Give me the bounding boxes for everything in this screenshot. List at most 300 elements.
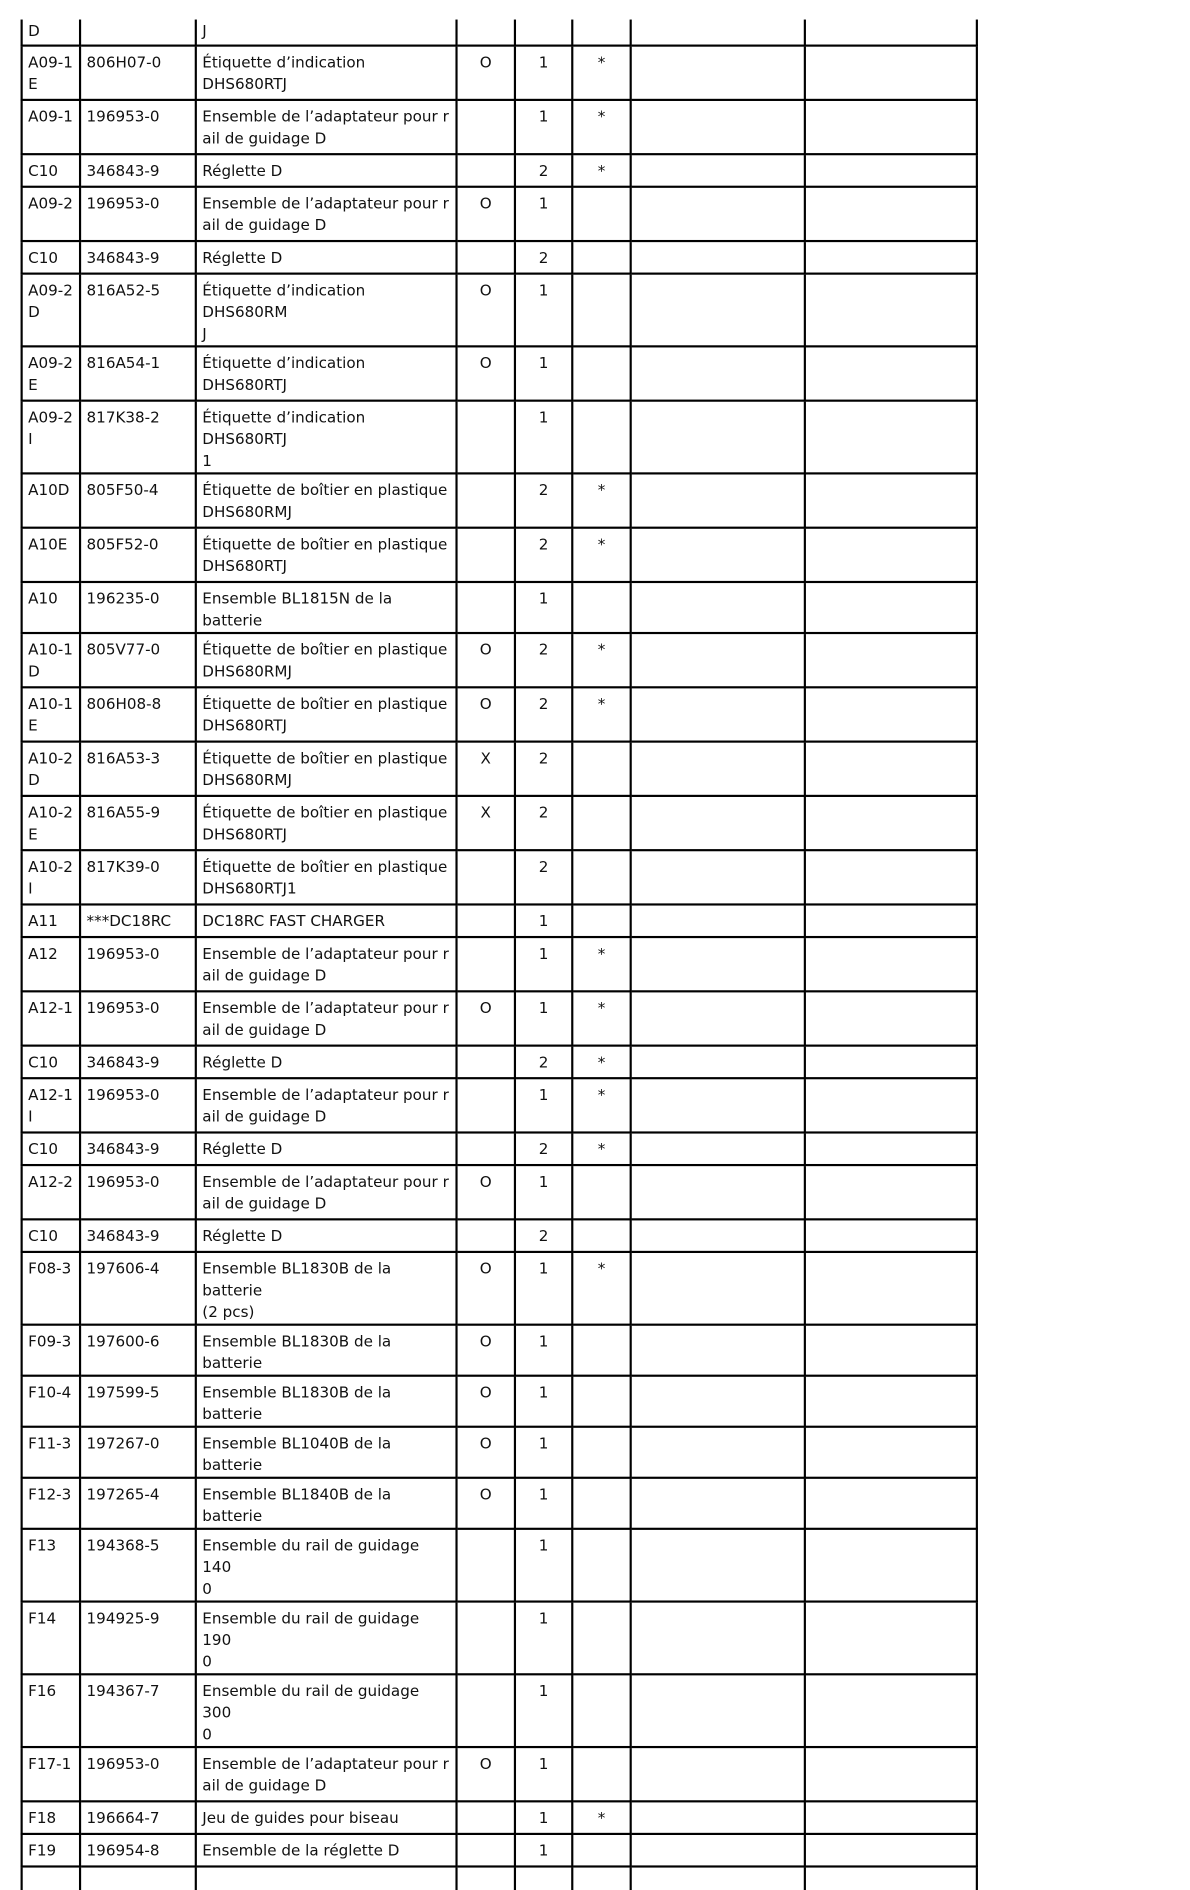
cell-ref: A09-1 E [22,46,80,100]
table-row [22,46,977,100]
cell-part-number: 196953-0 [80,1747,196,1801]
cell-extra-2 [805,1165,977,1219]
cell-quantity: 2 [515,1132,572,1165]
cell-ref: C10 [22,1219,80,1252]
cell-extra-2 [805,241,977,274]
cell-extra-2 [805,1674,977,1747]
cell-quantity: 2 [515,528,572,582]
cell-extra-1 [631,274,805,347]
cell-extra-1 [631,1252,805,1325]
table-row [22,274,977,347]
cell-extra-2 [805,100,977,154]
table-row [22,796,977,850]
cell-mark: * [572,100,630,154]
cell-extra-2 [805,1219,977,1252]
cell-extra-1 [631,20,805,46]
cell-option: O [457,687,515,741]
cell-mark: * [572,633,630,687]
cell-extra-1 [631,1325,805,1376]
cell-extra-2 [805,1427,977,1478]
cell-description: Étiquette de boîtier en plastique DHS680RTJ [196,796,457,850]
cell-extra-1 [631,1376,805,1427]
cell-description: Ensemble de l’adaptateur pour r ail de guidage D [196,937,457,991]
cell-extra-2 [805,1478,977,1529]
cell-mark: * [572,937,630,991]
cell-description: Étiquette d’indication DHS680RM J [196,274,457,347]
cell-extra-1 [631,46,805,100]
cell-mark [572,20,630,46]
cell-ref: F19 [22,1834,80,1867]
cell-option [457,1046,515,1079]
cell-extra-2 [805,1602,977,1675]
cell-mark [572,1376,630,1427]
cell-mark: * [572,1132,630,1165]
cell-description: Ensemble BL1830B de la batterie [196,1325,457,1376]
cell-description: Étiquette d’indication DHS680RTJ [196,346,457,400]
cell-description: Étiquette de boîtier en plastique DHS680RMJ [196,473,457,527]
cell-description: Ensemble de l’adaptateur pour r ail de guidage D [196,991,457,1045]
cell-extra-1 [631,1132,805,1165]
cell-extra-2 [805,1046,977,1079]
cell-extra-2 [805,1747,977,1801]
cell-extra-1 [631,1219,805,1252]
cell-extra-1 [631,1046,805,1079]
cell-ref: A12-1 I [22,1078,80,1132]
cell-quantity: 1 [515,1529,572,1602]
table-row [22,1478,977,1529]
cell-extra-2 [805,346,977,400]
cell-part-number: 196235-0 [80,582,196,633]
cell-part-number: 197599-5 [80,1376,196,1427]
cell-option [457,473,515,527]
cell-description: Étiquette de boîtier en plastique DHS680RMJ [196,633,457,687]
cell-part-number: 194368-5 [80,1529,196,1602]
cell-option: O [457,1252,515,1325]
cell-quantity: 2 [515,1046,572,1079]
cell-ref: A10-2 I [22,850,80,904]
cell-option [457,1529,515,1602]
table-row [22,346,977,400]
cell-extra-2 [805,687,977,741]
cell-quantity: 1 [515,582,572,633]
cell-mark [572,187,630,241]
cell-extra-1 [631,742,805,796]
cell-part-number: 196953-0 [80,100,196,154]
cell-ref: A10-2 D [22,742,80,796]
cell-extra-1 [631,473,805,527]
cell-description: Ensemble du rail de guidage 140 0 [196,1529,457,1602]
cell-mark [572,241,630,274]
cell-extra-1 [631,401,805,474]
cell-extra-2 [805,46,977,100]
cell-extra-1 [631,687,805,741]
cell-quantity: 2 [515,473,572,527]
table-row [22,1165,977,1219]
cell-option: O [457,1747,515,1801]
table-row [22,1747,977,1801]
cell-extra-2 [805,633,977,687]
cell-extra-2 [805,1834,977,1867]
cell-ref: F11-3 [22,1427,80,1478]
cell-option: O [457,1478,515,1529]
cell-option [457,401,515,474]
cell-mark [572,850,630,904]
cell-description: J [196,20,457,46]
cell-quantity: 2 [515,796,572,850]
cell-ref: F12-3 [22,1478,80,1529]
cell-ref: F17-1 [22,1747,80,1801]
cell-extra-1 [631,1747,805,1801]
cell-ref: A09-2 E [22,346,80,400]
cell-option [457,1219,515,1252]
cell-quantity [515,1866,572,1890]
cell-quantity: 1 [515,937,572,991]
cell-part-number: 194367-7 [80,1674,196,1747]
cell-option: O [457,346,515,400]
cell-part-number: 196953-0 [80,991,196,1045]
cell-extra-2 [805,528,977,582]
cell-option [457,241,515,274]
cell-mark: * [572,991,630,1045]
cell-part-number: 197600-6 [80,1325,196,1376]
cell-extra-2 [805,991,977,1045]
cell-extra-1 [631,937,805,991]
cell-part-number: 196953-0 [80,1078,196,1132]
cell-description: Ensemble de l’adaptateur pour r ail de guidage D [196,1165,457,1219]
table-row [22,1325,977,1376]
cell-option [457,850,515,904]
cell-quantity: 1 [515,1078,572,1132]
cell-extra-2 [805,937,977,991]
cell-description: Ensemble de l’adaptateur pour r ail de guidage D [196,100,457,154]
cell-extra-1 [631,1674,805,1747]
cell-description: Ensemble BL1830B de la batterie [196,1376,457,1427]
cell-extra-1 [631,346,805,400]
table-row [22,1834,977,1867]
table-row [22,20,977,46]
cell-option: O [457,1427,515,1478]
cell-mark [572,1219,630,1252]
cell-quantity: 1 [515,1834,572,1867]
cell-ref: C10 [22,241,80,274]
cell-part-number: 806H07-0 [80,46,196,100]
cell-mark [572,1478,630,1529]
cell-description: Étiquette d’indication DHS680RTJ [196,46,457,100]
cell-description: Ensemble de l’adaptateur pour r ail de guidage D [196,1747,457,1801]
table-row [22,1376,977,1427]
cell-mark [572,1834,630,1867]
cell-extra-2 [805,904,977,937]
cell-ref: C10 [22,1132,80,1165]
cell-quantity: 1 [515,904,572,937]
cell-extra-2 [805,1801,977,1834]
table-row [22,1046,977,1079]
cell-description: Étiquette d’indication DHS680RTJ 1 [196,401,457,474]
cell-ref: A09-1 [22,100,80,154]
table-row [22,154,977,187]
cell-part-number [80,20,196,46]
cell-mark: * [572,1046,630,1079]
cell-option [457,528,515,582]
table-row [22,1529,977,1602]
cell-extra-1 [631,991,805,1045]
cell-quantity: 2 [515,1219,572,1252]
cell-mark: * [572,154,630,187]
table-row [22,241,977,274]
cell-option [457,154,515,187]
cell-extra-2 [805,1529,977,1602]
table-row [22,1078,977,1132]
table-row [22,100,977,154]
cell-part-number: 196664-7 [80,1801,196,1834]
cell-description: Ensemble du rail de guidage 190 0 [196,1602,457,1675]
cell-mark [572,274,630,347]
cell-option [457,1132,515,1165]
cell-quantity: 1 [515,1427,572,1478]
cell-mark [572,904,630,937]
cell-description: Ensemble BL1815N de la batterie [196,582,457,633]
cell-description: Réglette D [196,1132,457,1165]
cell-description: Ensemble BL1040B de la batterie [196,1427,457,1478]
cell-extra-2 [805,1866,977,1890]
cell-option [457,582,515,633]
cell-description: Réglette D [196,1219,457,1252]
cell-quantity: 1 [515,1801,572,1834]
cell-description: Réglette D [196,241,457,274]
cell-extra-2 [805,850,977,904]
cell-extra-2 [805,1132,977,1165]
cell-quantity: 1 [515,1252,572,1325]
cell-extra-1 [631,1165,805,1219]
cell-ref: A10E [22,528,80,582]
cell-quantity: 1 [515,1674,572,1747]
cell-description: Ensemble de l’adaptateur pour r ail de guidage D [196,187,457,241]
cell-mark: * [572,1252,630,1325]
cell-quantity: 1 [515,187,572,241]
cell-ref: C10 [22,1046,80,1079]
cell-option: X [457,742,515,796]
cell-part-number: 816A52-5 [80,274,196,347]
table-row [22,1602,977,1675]
cell-extra-1 [631,633,805,687]
cell-quantity: 1 [515,100,572,154]
cell-quantity: 1 [515,46,572,100]
cell-ref: F16 [22,1674,80,1747]
cell-mark [572,582,630,633]
cell-mark [572,796,630,850]
cell-part-number: 196953-0 [80,187,196,241]
cell-mark: * [572,1801,630,1834]
cell-extra-2 [805,1252,977,1325]
cell-extra-2 [805,796,977,850]
cell-extra-1 [631,187,805,241]
cell-quantity: 2 [515,687,572,741]
cell-option: O [457,633,515,687]
cell-ref: A10-1 E [22,687,80,741]
cell-quantity: 2 [515,850,572,904]
cell-ref: A09-2 D [22,274,80,347]
cell-ref: F14 [22,1602,80,1675]
cell-part-number: 817K38-2 [80,401,196,474]
cell-mark [572,1866,630,1890]
cell-description: Étiquette de boîtier en plastique DHS680RTJ [196,528,457,582]
cell-description: Étiquette de boîtier en plastique DHS680RMJ [196,742,457,796]
cell-extra-2 [805,154,977,187]
cell-ref: F18 [22,1801,80,1834]
cell-quantity: 1 [515,1747,572,1801]
cell-mark: * [572,46,630,100]
cell-extra-1 [631,1866,805,1890]
cell-description: Réglette D [196,1046,457,1079]
cell-ref: A10-1 D [22,633,80,687]
cell-extra-2 [805,742,977,796]
cell-part-number: ***DC18RC [80,904,196,937]
cell-extra-1 [631,850,805,904]
cell-ref: A10D [22,473,80,527]
cell-description: Ensemble BL1830B de la batterie (2 pcs) [196,1252,457,1325]
cell-extra-1 [631,1602,805,1675]
cell-option [457,100,515,154]
table-row [22,473,977,527]
cell-extra-2 [805,20,977,46]
cell-option: O [457,1165,515,1219]
cell-part-number: 816A55-9 [80,796,196,850]
table-row [22,1252,977,1325]
table-row [22,582,977,633]
cell-extra-1 [631,528,805,582]
cell-quantity: 2 [515,241,572,274]
cell-part-number: 816A54-1 [80,346,196,400]
cell-extra-1 [631,1478,805,1529]
cell-part-number: 194925-9 [80,1602,196,1675]
table-row [22,1219,977,1252]
cell-option [457,1834,515,1867]
cell-extra-1 [631,1801,805,1834]
cell-extra-2 [805,187,977,241]
table-row [22,687,977,741]
cell-ref: F08-3 [22,1252,80,1325]
cell-description: Ensemble du rail de guidage 300 0 [196,1674,457,1747]
cell-description: Réglette D [196,154,457,187]
cell-part-number: 346843-9 [80,1046,196,1079]
cell-mark [572,1674,630,1747]
cell-extra-1 [631,1529,805,1602]
cell-quantity: 1 [515,1602,572,1675]
cell-option [457,1801,515,1834]
cell-option [457,904,515,937]
table-row [22,991,977,1045]
cell-ref: D [22,20,80,46]
cell-description: DC18RC FAST CHARGER [196,904,457,937]
cell-quantity: 1 [515,991,572,1045]
cell-description: Ensemble de la réglette D [196,1834,457,1867]
cell-mark: * [572,1078,630,1132]
table-row [22,401,977,474]
cell-description: Ensemble BL1840B de la batterie [196,1478,457,1529]
cell-option [457,1866,515,1890]
cell-ref: F10-4 [22,1376,80,1427]
cell-mark [572,346,630,400]
cell-ref: A12 [22,937,80,991]
cell-extra-2 [805,473,977,527]
cell-option [457,20,515,46]
table-row [22,528,977,582]
cell-option [457,1078,515,1132]
cell-mark [572,1427,630,1478]
cell-mark [572,1325,630,1376]
cell-quantity: 1 [515,346,572,400]
cell-part-number: 196954-8 [80,1834,196,1867]
cell-option: O [457,274,515,347]
cell-part-number: 346843-9 [80,1219,196,1252]
cell-extra-1 [631,154,805,187]
cell-part-number: 805F52-0 [80,528,196,582]
cell-option [457,1674,515,1747]
cell-part-number: 196953-0 [80,1165,196,1219]
cell-part-number: 346843-9 [80,241,196,274]
cell-quantity: 1 [515,1376,572,1427]
cell-part-number: 806H08-8 [80,687,196,741]
cell-extra-1 [631,1078,805,1132]
cell-extra-1 [631,241,805,274]
cell-quantity: 2 [515,633,572,687]
cell-extra-2 [805,1325,977,1376]
cell-quantity: 1 [515,1325,572,1376]
cell-mark: * [572,528,630,582]
cell-extra-1 [631,796,805,850]
table-row [22,1132,977,1165]
cell-part-number: 346843-9 [80,154,196,187]
cell-mark [572,742,630,796]
cell-part-number: 346843-9 [80,1132,196,1165]
cell-quantity: 1 [515,274,572,347]
table-row [22,904,977,937]
cell-ref: A12-2 [22,1165,80,1219]
cell-ref: A11 [22,904,80,937]
cell-mark [572,1747,630,1801]
cell-description: Étiquette de boîtier en plastique DHS680RTJ [196,687,457,741]
cell-ref: A12-1 [22,991,80,1045]
cell-ref: A09-2 I [22,401,80,474]
table-row [22,850,977,904]
cell-option: O [457,991,515,1045]
cell-option: O [457,187,515,241]
cell-part-number: 197265-4 [80,1478,196,1529]
cell-quantity: 2 [515,742,572,796]
cell-mark: * [572,687,630,741]
cell-part-number: 197606-4 [80,1252,196,1325]
cell-extra-1 [631,1834,805,1867]
cell-mark [572,1529,630,1602]
cell-extra-2 [805,582,977,633]
cell-mark [572,1165,630,1219]
table-row [22,633,977,687]
cell-ref: A09-2 [22,187,80,241]
cell-description: Étiquette de boîtier en plastique DHS680RTJ1 [196,850,457,904]
cell-ref: C10 [22,154,80,187]
cell-description: Ensemble de l’adaptateur pour r ail de guidage D [196,1078,457,1132]
table-row [22,1427,977,1478]
cell-extra-2 [805,274,977,347]
cell-description [196,1866,457,1890]
cell-part-number: 805F50-4 [80,473,196,527]
cell-ref: A10 [22,582,80,633]
cell-option [457,937,515,991]
cell-ref [22,1866,80,1890]
cell-quantity: 1 [515,1478,572,1529]
cell-quantity: 1 [515,1165,572,1219]
cell-part-number: 816A53-3 [80,742,196,796]
